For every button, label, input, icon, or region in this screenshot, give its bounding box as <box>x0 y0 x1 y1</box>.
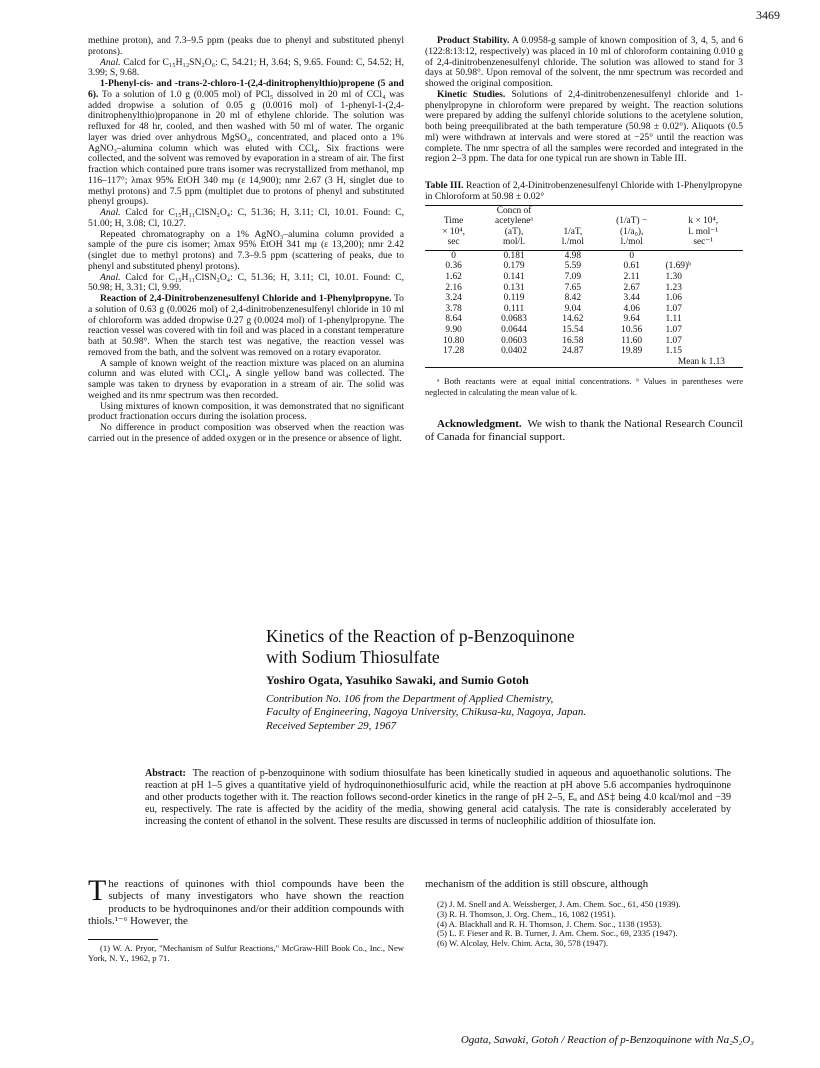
table-cell: 2.11 <box>623 272 640 283</box>
table-cell: 24.87 <box>562 346 584 357</box>
table-row <box>425 314 743 325</box>
footnote: (6) W. Alcolay, Helv. Chim. Acta, 30, 578 (1947). <box>437 938 608 949</box>
table-row <box>425 304 743 315</box>
footnote: (3) R. H. Thomson, J. Org. Chem., 16, 1082 (1951). <box>437 908 616 919</box>
table-cell: 3.24 <box>445 293 462 304</box>
table-cell: 10.56 <box>621 325 643 336</box>
table-header: k × 10⁴, l. mol⁻¹ sec⁻¹ <box>663 205 743 250</box>
table-cell: 3.78 <box>445 303 462 314</box>
section-heading: Product Stability. <box>437 35 510 46</box>
table-row <box>425 250 743 261</box>
table-cell <box>663 250 743 261</box>
paragraph: A sample of known weight of the reaction mixture was placed on an alumina column and was eluted with CCl₄. A single yellow band was collected. The sample was taken to dryness by evaporation in a stream of air. The solid was weighed and its nmr spectrum was then recorded. <box>88 357 404 401</box>
paragraph: Using mixtures of known composition, it was demonstrated that no significant product fractionation occurs during the isolation process. <box>88 400 404 423</box>
table-cell: 0.179 <box>503 261 525 272</box>
table-cell: 2.16 <box>445 282 462 293</box>
paragraph: Reaction of 2,4-Dinitrobenzenesulfenyl Chloride and 1-Phenylpropyne. To a solution of 0.63 g (0.0026 mol) of 2,4-dinitrobenzenesulfenyl chloride in 10 ml of chloroform was added dropwise 0.27 g (0.0024 mol) of 1-phenylpropyne. The reaction vessel was covered with tin foil and was placed in a constant temperature bath at 50.98°. When the starch test was negative, the reaction vessel was removed from the bath, and the solvent was removed on a rotary evaporator. <box>88 293 404 358</box>
table-cell: 1.07 <box>665 335 682 346</box>
data-table <box>425 205 743 369</box>
table-cell: 14.62 <box>562 314 584 325</box>
table-cell: 9.90 <box>445 325 462 336</box>
table-cell: 1.07 <box>665 325 682 336</box>
table-cell: 0.0603 <box>501 335 527 346</box>
paragraph: methine proton), and 7.3–9.5 ppm (peaks due to phenyl and substituted phenyl protons). <box>88 35 404 57</box>
right-column <box>425 36 743 444</box>
table-cell: 1.11 <box>665 314 682 325</box>
table-header: Time × 10⁴, sec <box>425 205 482 250</box>
table-cell: 1.30 <box>665 272 682 283</box>
section-heading: Kinetic Studies. <box>437 88 506 100</box>
table-cell: 3.44 <box>623 293 640 304</box>
table-cell: 0.36 <box>445 261 462 272</box>
table-row <box>425 325 743 336</box>
table-cell: (1.69)ᵇ <box>665 261 692 272</box>
table-cell: 0.0683 <box>501 314 527 325</box>
table-header: (1/aT) − (1/a₀), l./mol <box>600 205 664 250</box>
table-row <box>425 346 743 357</box>
page-number: 3469 <box>756 8 780 22</box>
table-cell: 19.89 <box>621 346 643 357</box>
authors: Yoshiro Ogata, Yasuhiko Sawaki, and Sumio Gotoh <box>266 673 529 687</box>
table-cell: 15.54 <box>562 325 584 336</box>
table-cell: 1.15 <box>665 346 682 357</box>
table-cell: 16.58 <box>562 335 584 346</box>
table-cell: 4.98 <box>564 250 582 261</box>
paragraph: Repeated chromatography on a 1% AgNO₃–alumina column provided a sample of the pure cis isomer; λmax 95% EtOH 341 mμ (ε 13,200); nmr 2.42 (singlet due to methyl protons) and 7.3–9.5 ppm (scattering of peaks, due to phenyl and substituted phenyl protons). <box>88 228 404 272</box>
table-cell: 2.67 <box>623 282 640 293</box>
table-cell: 7.09 <box>564 272 582 283</box>
table-cell: 1.23 <box>665 282 682 293</box>
table-cell: 11.60 <box>621 335 643 346</box>
footnote: (4) A. Blackhall and R. H. Thomson, J. Chem. Soc., 1138 (1953). <box>437 918 662 929</box>
paragraph: No difference in product composition was observed when the reaction was carried out in the presence of added oxygen or in the presence or absence of light. <box>88 422 404 444</box>
table-cell: 0.141 <box>503 272 525 283</box>
table-header-row <box>425 205 743 250</box>
table-cell: 0 <box>629 250 635 261</box>
table-cell: 0.131 <box>503 282 525 293</box>
table-cell: 9.04 <box>564 303 582 314</box>
table-row <box>425 261 743 272</box>
table-cell: 8.42 <box>564 293 582 304</box>
table-cell: 4.06 <box>623 303 640 314</box>
table-cell: 17.28 <box>443 346 465 357</box>
table-cell: 8.64 <box>445 314 462 325</box>
footnote: (1) W. A. Pryor, "Mechanism of Sulfur Reactions," McGraw-Hill Book Co., Inc., New York, N. Y., 1962, p 71. <box>88 943 404 963</box>
table-cell: 0.61 <box>623 261 640 272</box>
table-cell: 0.0644 <box>501 325 527 336</box>
table-mean-row: Mean k 1.13 <box>425 357 743 368</box>
table-cell: 0.0402 <box>501 346 527 357</box>
table-cell: 9.64 <box>623 314 640 325</box>
affiliation: Contribution No. 106 from the Department of Applied Chemistry, Faculty of Engineering, Nagoya University, Chikusa-ku, Nagoya, Japan. Received September 29, 1967 <box>266 693 587 732</box>
table-cell: 1.07 <box>665 303 682 314</box>
table-header: Concn of acetyleneᵃ (aT), mol/l. <box>482 205 546 250</box>
section-heading: Reaction of 2,4-Dinitrobenzenesulfenyl Chloride and 1-Phenylpropyne. <box>100 293 392 304</box>
table-row <box>425 293 743 304</box>
table-cell: 0.119 <box>503 293 525 304</box>
table-cell: 10.80 <box>443 335 465 346</box>
table-row <box>425 336 743 347</box>
table-cell: 0 <box>451 250 456 261</box>
table-caption: Table III. Reaction of 2,4-Dinitrobenzenesulfenyl Chloride with 1-Phenylpropyne in Chloroform at 50.98 ± 0.02° <box>425 180 743 202</box>
paragraph: 1-Phenyl-cis- and -trans-2-chloro-1-(2,4-dinitrophenylthio)propene (5 and 6). To a solution of 1.0 g (0.005 mol) of PCl₅ dissolved in 20 ml of CCl₄ was added dropwise a solution of 0.05 g (0.0016 mol) of 1-phenyl-1-(2,4-dinitrophenylthio)propanone in 20 ml of ethylene chloride. The solution was refluxed for 48 hr, cooled, and then washed with 50 ml of water. The organic layer was dried over anhydrous MgSO₄, concentrated, and placed onto a 1% AgNO₃–alumina column which was eluted with CCl₄. Six fractions were collected, and the solvent was removed by evaporation in a stream of air. The first fraction which contained pure trans isomer was recrystallized from methanol, mp 116–117°; λmax 95% EtOH 340 mμ (ε 14,900); nmr 2.67 (3 H, singlet due to methyl protons) and 7.5 ppm (multiplet due to protons of phenyl and substituted phenyl groups). <box>88 78 404 208</box>
intro-left: The reactions of quinones with thiol compounds have been the subjects of many investigators who have shown the reaction products to be hydroquinones and/or their addition compounds with thiols.¹⁻⁶ However, the <box>88 874 404 928</box>
abstract-label: Abstract: <box>145 768 186 779</box>
table-cell: 0.181 <box>503 250 525 261</box>
article-title: Kinetics of the Reaction of p-Benzoquinone with Sodium Thiosulfate <box>266 626 575 667</box>
table-cell: 0.111 <box>503 303 525 314</box>
table-cell: 7.65 <box>564 282 582 293</box>
table-cell: 5.59 <box>564 261 582 272</box>
table-row <box>425 272 743 283</box>
table-cell: 1.62 <box>445 272 462 283</box>
abstract: Abstract: The reaction of p-benzoquinone with sodium thiosulfate has been kinetically studied in aqueous and aquoethanolic solutions. The reaction at pH 1–5 gives a quantitative yield of hydroquinonethiosulfuric acid, while the reaction at pH above 5.6 accompanies hydroquinone and other products together with it. The reaction follows second-order kinetics in the range of pH 2–5, Eₐ and ΔS‡ being 4.0 kcal/mol and −39 eu, respectively. The rate is affected by the acidity of the media, showing general acid catalysis. The rate is considerably accelerated by increasing the content of ethanol in the solvent. These results are discussed in terms of nucleophilic addition of thiosulfate ion. <box>145 768 731 827</box>
paragraph: Product Stability. A 0.0958-g sample of known composition of 3, 4, 5, and 6 (122:8:13:12, respectively) was placed in 10 ml of chloroform containing 0.010 g of 2,4-dinitrobenzenesulfenyl chloride. The solution was allowed to stand for 3 days at 50.98°. Upon removal of the solvent, the nmr spectrum was recorded and showed the original composition. <box>425 35 743 89</box>
analysis-line: Anal. Calcd for C₁₅H₁₁ClSN₂O₄: C, 51.36; H, 3.11; Cl, 10.01. Found: C, 51.00; H, 3.08; Cl, 10.27. <box>88 207 404 229</box>
intro-right: mechanism of the addition is still obscure, although <box>425 878 649 890</box>
footnotes <box>425 900 743 949</box>
table-cell: 1.06 <box>665 293 682 304</box>
table-footnote: ᵃ Both reactants were at equal initial concentrations. ᵇ Values in parentheses were neglected in calculating the mean value of k. <box>425 376 743 398</box>
footnote: (5) L. F. Fieser and R. B. Turner, J. Am. Chem. Soc., 69, 2335 (1947). <box>437 928 678 939</box>
running-footer: Ogata, Sawaki, Gotoh / Reaction of p-Benzoquinone with Na₂S₂O₃ <box>460 1034 754 1046</box>
footnote-rule <box>88 939 158 940</box>
left-column <box>88 36 404 445</box>
paragraph: Kinetic Studies. Solutions of 2,4-dinitrobenzenesulfenyl chloride and 1-phenylpropyne in chloroform were prepared by weight. The reaction solutions were prepared by adding the sulfenyl chloride solutions to the acetylene solution, both being preequilibrated at the bath temperature (50.98 ± 0.02°). Aliquots (0.5 ml) were withdrawn at intervals and were stored at −25° until the reaction was complete. The nmr spectra of all the samples were recorded and integrated in the region 2–3 ppm. The data for one typical run are shown in Table III. <box>425 88 743 165</box>
acknowledgment: Acknowledgment. We wish to thank the National Research Council of Canada for financial support. <box>425 417 743 443</box>
analysis-line: Anal. Calcd for C₁₅H₁₂SN₂O₆: C, 54.21; H, 3.64; S, 9.65. Found: C, 54.52; H, 3.99; S, 9.68. <box>88 56 404 79</box>
footnote: (2) J. M. Snell and A. Weissberger, J. Am. Chem. Soc., 61, 450 (1939). <box>437 899 681 909</box>
drop-cap: T <box>88 874 107 907</box>
table-row <box>425 283 743 294</box>
analysis-line: Anal. Calcd for C₁₅H₁₁ClSN₂O₄: C, 51.36; H, 3.11; Cl, 10.01. Found: C, 50.98; H, 3.31; Cl, 9.99. <box>88 271 404 294</box>
table-header: 1/aT, l./mol <box>546 205 600 250</box>
section-heading: 1-Phenyl-cis- and -trans-2-chloro-1-(2,4-dinitrophenylthio)propene (5 and 6). <box>88 78 404 100</box>
